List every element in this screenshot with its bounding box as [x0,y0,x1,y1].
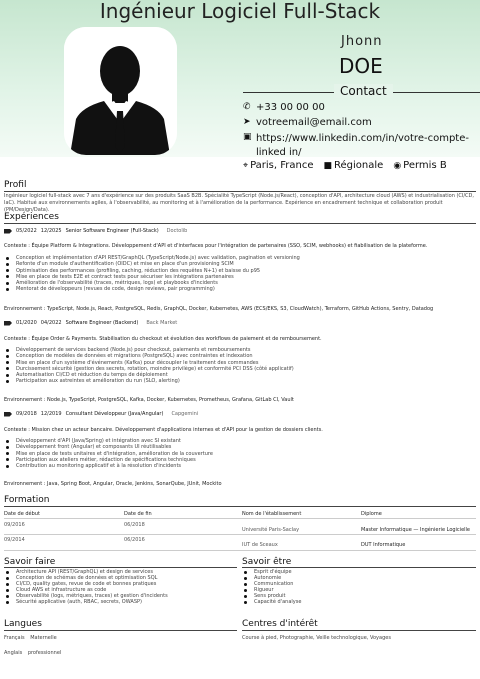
list-item: Mise en place de tests unitaires et d'intégration, amélioration de la couverture [4,451,404,457]
phone-icon: ✆ [243,102,251,112]
job-bullets [4,255,404,293]
list-item: Capacité d'analyse [242,599,476,605]
job-header [4,411,198,417]
job-header [4,320,177,326]
person-silhouette-icon [64,27,177,155]
job-bullets [4,347,404,385]
license-icon: ◉ [393,161,402,171]
contact-email[interactable] [243,117,372,128]
language-level: Maternelle [30,635,57,641]
avatar [64,27,177,155]
arrow-badge-icon [4,321,12,326]
job-start: 09/2018 [16,411,37,417]
contact-phone [243,102,325,113]
page-title: Ingénieur Logiciel Full-Stack [99,0,381,23]
job-end: 12/2019 [40,411,62,417]
profile-text: Ingénieur logiciel full-stack avec 7 ans d'expérience sur des produits SaaS B2B. Spécialité TypeScript (Node.js/React), conception d'API, architecture cloud (AWS) et industrialisation (CI/CD, IaC). Habitué aux environnements agiles, à l'observabilité, au monitoring et à l'amélioration de la performance. Expérience en encadrement technique et collaboration produit (PM/Design/Data). [4,193,474,213]
soft-skills-list [242,569,476,605]
job-header [4,228,187,234]
list-item: Architecture API (REST/GraphQL) et design de services [4,569,237,575]
list-item: Sens produit [242,593,476,599]
list-item: Durcissement sécurité (gestion des secrets, rotation, moindre privilège) et conformité PCI DSS (côté applicatif) [4,366,404,372]
list-item: Conception de schémas de données et optimisation SQL [4,575,237,581]
job-bullets [4,438,404,469]
list-item: Conception et implémentation d'API REST/GraphQL (TypeScript/Node.js) avec validation, pagination et versioning [4,255,404,261]
language-level: professionnel [27,650,62,656]
job-start: 05/2022 [16,228,37,234]
job-role: Senior Software Engineer (Full-Stack) [65,228,159,234]
list-item: Participation aux astreintes et amélioration du run (SLO, alerting) [4,378,404,384]
list-item: Mise en place d'un système d'événements (Kafka) pour découpler le traitement des commandes [4,360,404,366]
phone-number: +33 00 00 00 [256,102,325,113]
linkedin-icon: ▣ [243,132,252,142]
table-cell: 09/2014 [4,537,25,543]
table-cell: DUT Informatique [361,542,406,548]
arrow-badge-icon [4,412,12,417]
profile-title: Profil [4,180,27,190]
arrow-badge-icon [4,229,12,234]
table-header-start: Date de début [4,511,40,517]
interests-title: Centres d'intérêt [242,619,318,629]
interests-text: Course à pied, Photographie, Veille technologique, Voyages [242,635,391,641]
table-header-school: Nom de l'établissement [242,511,302,517]
send-icon: ➤ [243,117,251,127]
table-header-degree: Diplome [361,511,382,517]
list-item: Mise en place de tests E2E et contract tests pour sécuriser les intégrations partenaires [4,274,404,280]
job-context: Contexte : Équipe Platform & Integrations. Développement d'API et d'interfaces pour l'intégration de partenaires (SSO, SCIM, webhooks) et fiabilisation de la plateforme. [4,243,428,249]
table-header-end: Date de fin [124,511,152,517]
table-cell: Master Informatique — Ingénierie Logicielle [361,527,471,533]
car-icon: ■ [323,161,333,171]
table-cell: Université Paris-Saclay [242,527,300,533]
location-row [243,160,447,171]
languages-title: Langues [4,619,42,629]
linkedin-url[interactable]: https://www.linkedin.com/in/votre-compte-linked in/ [256,133,469,158]
list-item: CI/CD, quality gates, revue de code et bonnes pratiques [4,581,237,587]
language-name: Français [4,635,25,641]
email-address[interactable]: votreemail@email.com [256,117,372,128]
location-pin-icon: ⌖ [243,161,249,171]
job-context: Contexte : Équipe Order & Payments. Stabilisation du checkout et évolution des workflows de paiement et de remboursement. [4,336,322,342]
job-company: Doctolib [166,228,188,234]
list-item: Contribution au monitoring applicatif et à la résolution d'incidents [4,463,404,469]
languages-divider [4,630,237,631]
table-cell: IUT de Sceaux [242,542,278,548]
mobility: Régionale [334,160,384,171]
contact-linkedin[interactable] [243,132,480,160]
job-context: Contexte : Mission chez un acteur bancaire. Développement d'applications internes et d'API pour la gestion de dossiers clients. [4,427,323,433]
education-divider [4,506,476,507]
language-item [4,635,57,641]
license: Permis B [403,160,447,171]
soft-skills-title: Savoir être [242,557,292,567]
list-item: Esprit d'équipe [242,569,476,575]
first-name: Jhonn [341,34,383,49]
list-item: Participation aux ateliers métier, rédaction de spécifications techniques [4,457,404,463]
contact-title: Contact [334,84,393,98]
table-divider [4,550,476,551]
skills-title: Savoir faire [4,557,56,567]
city: Paris, France [250,160,314,171]
list-item: Communication [242,581,476,587]
profile-divider [4,191,476,192]
table-cell: 09/2016 [4,522,25,528]
job-company: Back Market [146,320,178,326]
list-item: Autonomie [242,575,476,581]
job-role: Software Engineer (Backend) [65,320,139,326]
list-item: Optimisation des performances (profiling, caching, réduction des requêtes N+1) et baisse du p95 [4,268,404,274]
table-divider [4,534,476,535]
language-name: Anglais [4,650,23,656]
list-item: Rigueur [242,587,476,593]
experiences-title: Expériences [4,212,59,222]
table-divider [4,518,476,519]
list-item: Conception de modèles de données et migrations (PostgreSQL) avec contraintes et indexation [4,353,404,359]
list-item: Refonte d'un module d'authentification (OIDC) et mise en place d'un provisioning SCIM [4,261,404,267]
skills-divider [4,567,237,568]
job-environment: Environnement : Java, Spring Boot, Angular, Oracle, Jenkins, SonarQube, JUnit, Mockito [4,481,222,487]
job-environment: Environnement : Node.js, TypeScript, PostgreSQL, Kafka, Docker, Kubernetes, Prometheus, Grafana, GitLab CI, Vault [4,397,294,403]
list-item: Amélioration de l'observabilité (traces, métriques, logs) et playbooks d'incidents [4,280,404,286]
interests-divider [242,630,476,631]
list-item: Cloud AWS et infrastructure as code [4,587,237,593]
language-item [4,650,61,656]
list-item: Mentorat de développeurs (revues de code, design reviews, pair programming) [4,286,404,292]
job-end: 12/2025 [40,228,62,234]
list-item: Sécurité applicative (auth, RBAC, secrets, OWASP) [4,599,237,605]
experiences-divider [4,223,476,224]
job-company: Capgemini [171,411,199,417]
list-item: Développement front (Angular) et composants UI réutilisables [4,444,404,450]
skills-list [4,569,237,605]
last-name: DOE [339,54,383,78]
job-environment: Environnement : TypeScript, Node.js, React, PostgreSQL, Redis, GraphQL, Docker, Kubernetes, AWS (ECS/EKS, S3, CloudWatch), Terraform, GitHub Actions, Sentry, Datadog [4,306,434,312]
list-item: Développement de services backend (Node.js) pour checkout, paiements et remboursements [4,347,404,353]
job-end: 04/2022 [40,320,62,326]
soft-skills-divider [242,567,476,568]
education-title: Formation [4,495,50,505]
list-item: Observabilité (logs, métriques, traces) et gestion d'incidents [4,593,237,599]
job-role: Consultant Développeur (Java/Angular) [65,411,164,417]
table-cell: 06/2016 [124,537,145,543]
table-cell: 06/2018 [124,522,145,528]
list-item: Automatisation CI/CD et réduction du temps de déploiement [4,372,404,378]
list-item: Développement d'API (Java/Spring) et intégration avec SI existant [4,438,404,444]
job-start: 01/2020 [16,320,37,326]
